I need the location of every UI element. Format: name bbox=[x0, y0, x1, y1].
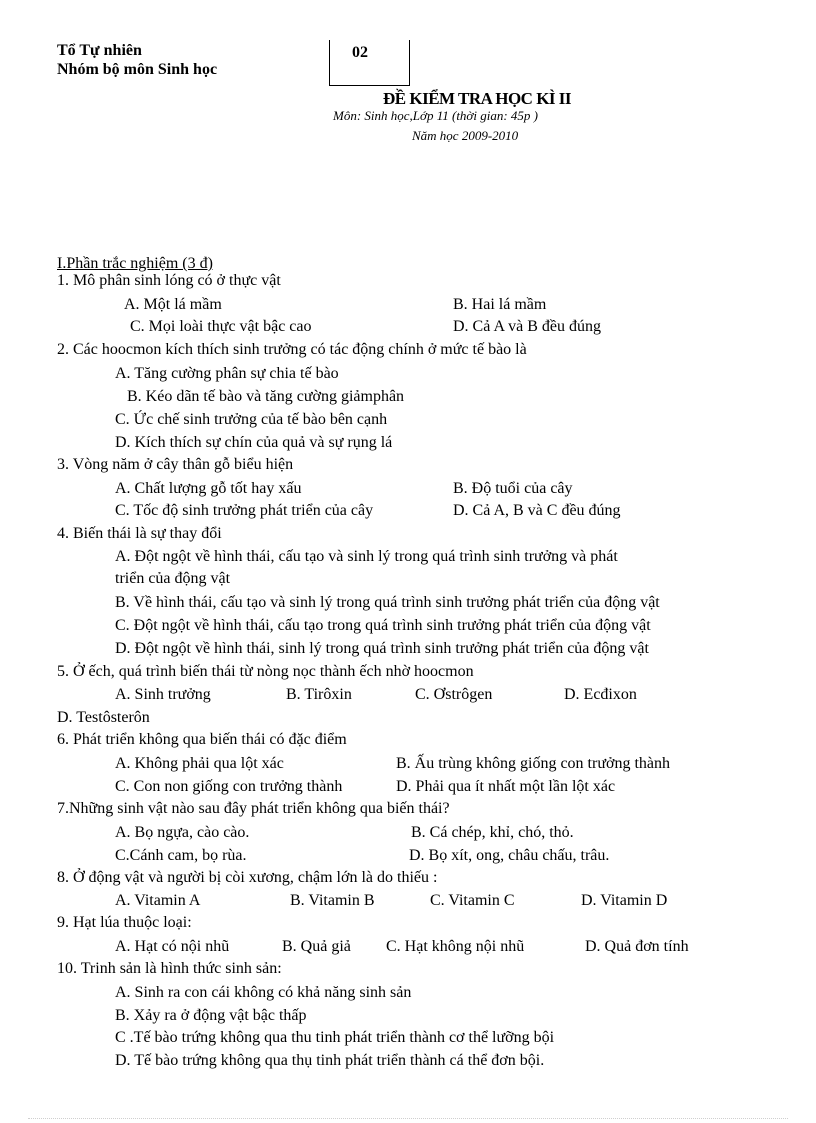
question-6: 6. Phát triển không qua biến thái có đặc điểm bbox=[57, 731, 347, 748]
q5-option-a: A. Sinh trưởng bbox=[115, 686, 211, 703]
q3-option-a: A. Chất lượng gỗ tốt hay xấu bbox=[115, 480, 302, 497]
q10-option-d: D. Tế bào trứng không qua thụ tinh phát triển thành cá thể đơn bội. bbox=[115, 1052, 545, 1069]
q8-option-d: D. Vitamin D bbox=[581, 892, 668, 909]
department: Nhóm bộ môn Sinh học bbox=[57, 61, 218, 78]
question-8: 8. Ở động vật và người bị còi xương, chậm lớn là do thiếu : bbox=[57, 869, 438, 886]
q7-option-b: B. Cá chép, khỉ, chó, thỏ. bbox=[411, 824, 574, 841]
q1-option-b: B. Hai lá mầm bbox=[453, 296, 547, 313]
question-1: 1. Mô phân sinh lóng có ở thực vật bbox=[57, 272, 281, 289]
q7-option-a: A. Bọ ngựa, cào cào. bbox=[115, 824, 250, 841]
q2-option-d: D. Kích thích sự chín của quả và sự rụng lá bbox=[115, 434, 393, 451]
q10-option-b: B. Xảy ra ở động vật bậc thấp bbox=[115, 1007, 307, 1024]
exam-title: ĐỀ KIỂM TRA HỌC KÌ II bbox=[383, 89, 572, 108]
q6-option-a: A. Không phải qua lột xác bbox=[115, 755, 284, 772]
q6-option-b: B. Ấu trùng không giống con trưởng thành bbox=[396, 755, 670, 772]
q2-option-c: C. Ức chế sinh trưởng của tế bào bên cạnh bbox=[115, 411, 388, 428]
question-3: 3. Vòng năm ở cây thân gỗ biểu hiện bbox=[57, 456, 294, 473]
q5-option-c: C. Ơstrôgen bbox=[415, 686, 493, 703]
q4-option-a-cont: triển của động vật bbox=[115, 570, 231, 587]
school-unit: Tổ Tự nhiên bbox=[57, 42, 142, 59]
question-4: 4. Biến thái là sự thay đổi bbox=[57, 525, 222, 542]
q7-option-d: D. Bọ xít, ong, châu chấu, trâu. bbox=[409, 847, 610, 864]
q9-option-b: B. Quả giả bbox=[282, 938, 351, 955]
page-bottom-divider bbox=[28, 1118, 788, 1119]
exam-code-box bbox=[329, 40, 410, 86]
q6-option-d: D. Phải qua ít nhất một lần lột xác bbox=[396, 778, 616, 795]
q8-option-b: B. Vitamin B bbox=[290, 892, 375, 909]
q4-option-d: D. Đột ngột về hình thái, sinh lý trong quá trình sinh trưởng phát triển của động vật bbox=[115, 640, 649, 657]
exam-subject: Môn: Sinh học,Lớp 11 (thời gian: 45p ) bbox=[333, 108, 539, 123]
q9-option-a: A. Hạt có nội nhũ bbox=[115, 938, 230, 955]
q5-option-d: D. Ecđixon bbox=[564, 686, 637, 703]
school-year: Năm học 2009-2010 bbox=[412, 128, 519, 143]
question-9: 9. Hạt lúa thuộc loại: bbox=[57, 914, 192, 931]
q9-option-c: C. Hạt không nội nhũ bbox=[386, 938, 525, 955]
q2-option-a: A. Tăng cường phân sự chia tế bào bbox=[115, 365, 339, 382]
q3-option-d: D. Cả A, B và C đều đúng bbox=[453, 502, 621, 519]
q10-option-a: A. Sinh ra con cái không có khả năng sinh sản bbox=[115, 984, 412, 1001]
q3-option-c: C. Tốc độ sinh trưởng phát triển của cây bbox=[115, 502, 374, 519]
question-10: 10. Trinh sản là hình thức sinh sản: bbox=[57, 960, 282, 977]
q4-option-c: C. Đột ngột về hình thái, cấu tạo trong quá trình sinh trưởng phát triển của động vật bbox=[115, 617, 651, 634]
q1-option-c: C. Mọi loài thực vật bậc cao bbox=[130, 318, 312, 335]
q4-option-b: B. Về hình thái, cấu tạo và sinh lý trong quá trình sinh trưởng phát triển của động vật bbox=[115, 594, 660, 611]
question-5: 5. Ở ếch, quá trình biến thái từ nòng nọc thành ếch nhờ hoocmon bbox=[57, 663, 474, 680]
q8-option-c: C. Vitamin C bbox=[430, 892, 515, 909]
q1-option-a: A. Một lá mầm bbox=[124, 296, 222, 313]
q5-option-d2: D. Testôsterôn bbox=[57, 709, 150, 726]
q6-option-c: C. Con non giống con trưởng thành bbox=[115, 778, 343, 795]
section-title: I.Phần trắc nghiệm (3 đ) bbox=[57, 255, 213, 272]
q2-option-b: B. Kéo dãn tế bào và tăng cường giảmphân bbox=[127, 388, 405, 405]
question-7: 7.Những sinh vật nào sau đây phát triển không qua biến thái? bbox=[57, 800, 450, 817]
q5-option-b: B. Tirôxin bbox=[286, 686, 352, 703]
exam-code: 02 bbox=[352, 44, 368, 61]
q1-option-d: D. Cả A và B đều đúng bbox=[453, 318, 601, 335]
q8-option-a: A. Vitamin A bbox=[115, 892, 201, 909]
q10-option-c: C .Tế bào trứng không qua thu tinh phát triển thành cơ thể lưỡng bội bbox=[115, 1029, 555, 1046]
q3-option-b: B. Độ tuổi của cây bbox=[453, 480, 573, 497]
q7-option-c: C.Cánh cam, bọ rùa. bbox=[115, 847, 247, 864]
q9-option-d: D. Quả đơn tính bbox=[585, 938, 689, 955]
question-2: 2. Các hoocmon kích thích sinh trưởng có tác động chính ở mức tế bào là bbox=[57, 341, 527, 358]
q4-option-a: A. Đột ngột về hình thái, cấu tạo và sinh lý trong quá trình sinh trưởng và phát bbox=[115, 548, 618, 565]
